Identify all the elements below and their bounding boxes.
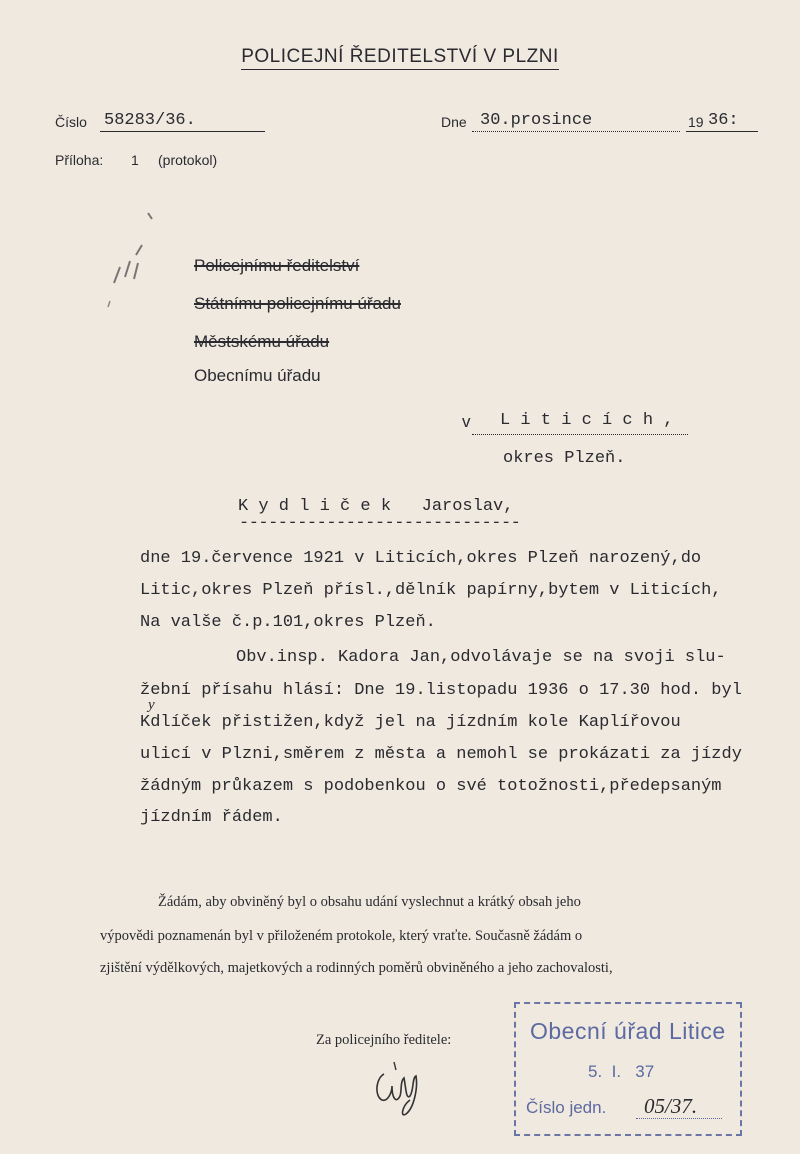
request-line-3: zjištění výdělkových, majetkových a rodinných poměrů obviněného a jeho zachovalosti, <box>100 960 613 976</box>
priloha-note: (protokol) <box>158 152 218 168</box>
subject-underline: ----------------------------- <box>239 514 521 533</box>
year-value: 36: <box>708 111 739 130</box>
addressee-active: Obecnímu úřadu <box>194 366 321 385</box>
cislo-value: 58283/36. <box>104 111 196 130</box>
year-prefix: 19 <box>688 114 704 130</box>
body-line-1: dne 19.července 1921 v Liticích,okres Plzeň narozený,do <box>140 549 702 568</box>
pencil-mark-icon <box>90 205 160 315</box>
district: okres Plzeň. <box>503 449 626 468</box>
body-line-2: Litic,okres Plzeň přísl.,dělník papírny,bytem v Liticích, <box>140 581 722 600</box>
dne-label: Dne <box>441 114 467 130</box>
body-line-7: ulicí v Plzni,směrem z města a nemohl se prokázati za jízdy <box>140 745 742 764</box>
addressee-crossed-3: Městskému úřadu <box>194 332 330 351</box>
cislo-underline <box>100 131 265 132</box>
office-stamp <box>514 1002 742 1136</box>
signature-label: Za policejního ředitele: <box>316 1032 452 1048</box>
dne-dotted-line <box>472 131 680 132</box>
year-underline <box>686 131 758 132</box>
priloha-label: Příloha: <box>55 152 104 168</box>
body-line-5: žební přísahu hlásí: Dne 19.listopadu 1936 o 17.30 hod. byl <box>140 681 742 700</box>
cislo-label: Číslo <box>55 114 87 130</box>
request-line-2: výpovědi poznamenán byl v přiloženém protokole, který vraťte. Současně žádám o <box>100 928 583 944</box>
request-line-1: Žádám, aby obviněný byl o obsahu udání vyslechnut a krátký obsah jeho <box>158 894 581 910</box>
body-line-6: Kdlíček přistižen,když jel na jízdním kole Kaplířovou <box>140 713 681 732</box>
body-line-4: Obv.insp. Kadora Jan,odvolávaje se na svoji slu- <box>236 648 726 667</box>
addressee-crossed-2: Státnímu policejnímu úřadu <box>194 294 401 313</box>
document-header <box>0 46 800 68</box>
handwritten-insert: y <box>148 697 155 713</box>
stamp-cislo-label: Číslo jedn. <box>526 1098 607 1117</box>
dne-value: 30.prosince <box>480 111 593 130</box>
header-title: POLICEJNÍ ŘEDITELSTVÍ V PLZNI <box>241 46 559 70</box>
body-line-3: Na valše č.p.101,okres Plzeň. <box>140 613 436 632</box>
place-prefix: v <box>462 412 471 431</box>
stamp-date: 5. I. 37 <box>588 1062 655 1081</box>
stamp-title: Obecní úřad Litice <box>530 1018 726 1044</box>
place-name: L i t i c í c h , <box>500 411 674 430</box>
place-dotted-line <box>472 434 688 435</box>
priloha-value: 1 <box>131 152 139 168</box>
subject-name: K y d l i č e k Jaroslav, <box>238 497 514 516</box>
body-line-9: jízdním řádem. <box>140 808 283 827</box>
stamp-cislo-line <box>636 1118 722 1119</box>
addressee-crossed-1: Policejnímu ředitelství <box>194 256 360 275</box>
signature-icon <box>366 1052 426 1122</box>
stamp-cislo-value: 05/37. <box>644 1094 698 1118</box>
body-line-8: žádným průkazem s podobenkou o své totožnosti,předepsaným <box>140 777 722 796</box>
